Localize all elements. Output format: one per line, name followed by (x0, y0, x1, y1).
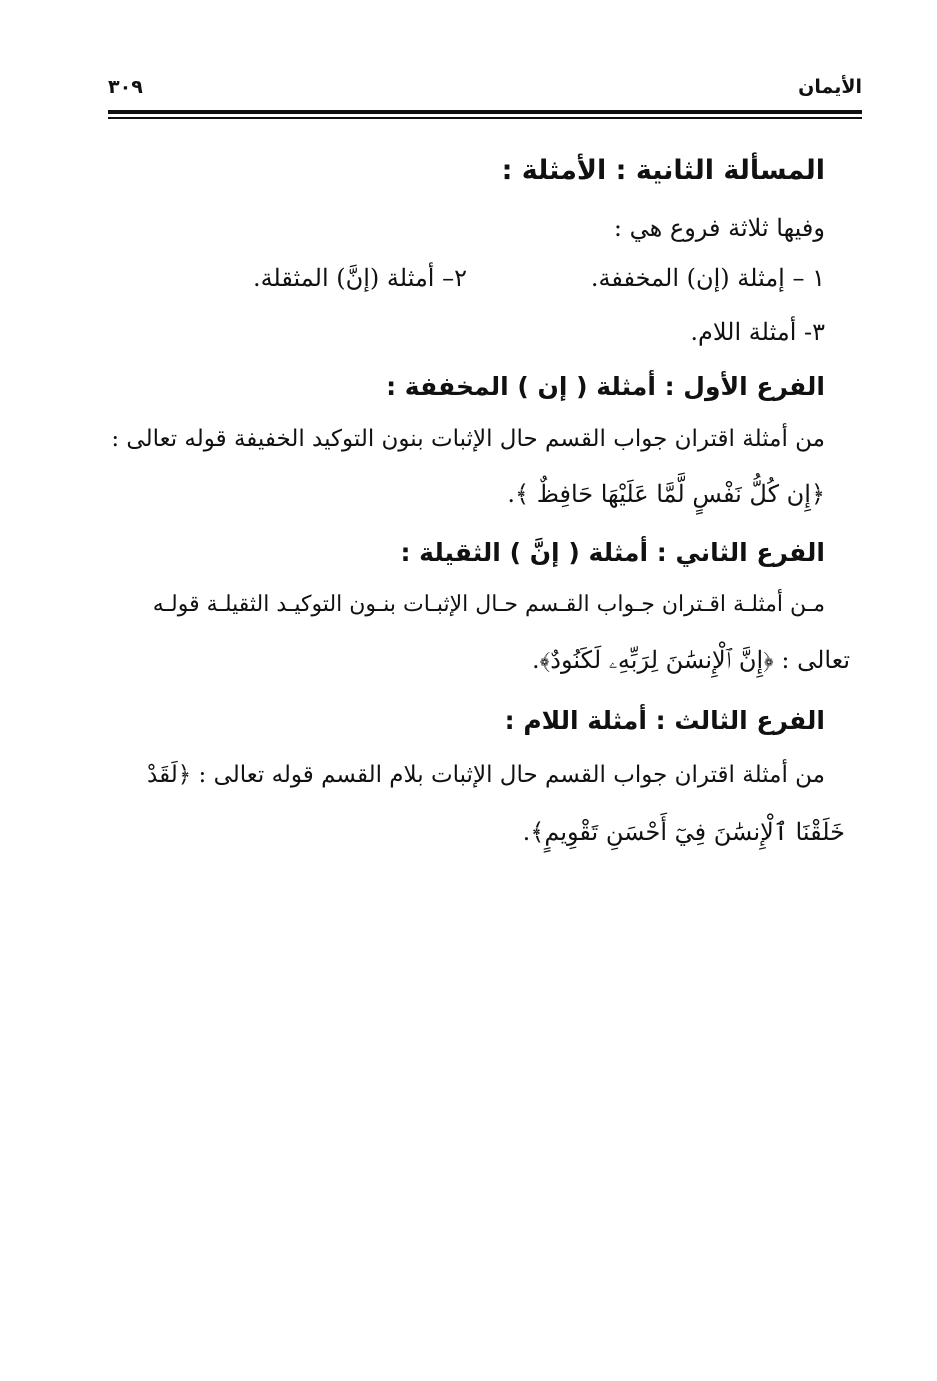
branch-3-line-2: خَلَقْنَا ٱلْإِنسَٰنَ فِيٓ أَحْسَنِ تَقْوِيمٍ﴾. (522, 818, 845, 846)
header-rule-thin (108, 117, 862, 119)
list-item-3: ٣- أمثلة اللام. (690, 318, 825, 346)
branch-3-line-1: من أمثلة اقتران جواب القسم حال الإثبات بلام القسم قوله تعالى : ﴿لَقَدْ (147, 762, 825, 788)
branch-1-title: الفرع الأول : أمثلة ( إن ) المخففة : (386, 372, 825, 401)
section-intro: وفيها ثلاثة فروع هي : (613, 214, 825, 242)
branch-1-quran-verse: ﴿إِن كُلُّ نَفْسٍ لَّمَّا عَلَيْهَا حَافِظٌ ﴾. (507, 480, 825, 508)
page-header (108, 72, 862, 108)
running-title: الأيمان (798, 76, 862, 98)
list-item-2: ٢– أمثلة (إنَّ) المثقلة. (252, 264, 467, 292)
branch-1-line-1: من أمثلة اقتران جواب القسم حال الإثبات بنون التوكيد الخفيفة قوله تعالى : (111, 426, 825, 452)
section-title: المسألة الثانية : الأمثلة : (501, 155, 825, 186)
branch-2-line-1: مـن أمثلـة اقـتران جـواب القـسم حـال الإثبـات بنـون التوكيـد الثقيلـة قولـه (152, 592, 825, 617)
branch-2-line-2: تعالى : ﴿إِنَّ ٱلْإِنسَٰنَ لِرَبِّهِۦ لَكَنُودٌ﴾. (532, 646, 850, 674)
header-rule-thick (108, 110, 862, 114)
list-item-1: ١ – إمثلة (إن) المخففة. (590, 264, 825, 292)
branch-2-title: الفرع الثاني : أمثلة ( إنَّ ) الثقيلة : (400, 538, 825, 567)
branch-3-title: الفرع الثالث : أمثلة اللام : (504, 706, 825, 735)
page-number: ٣٠٩ (108, 76, 143, 98)
